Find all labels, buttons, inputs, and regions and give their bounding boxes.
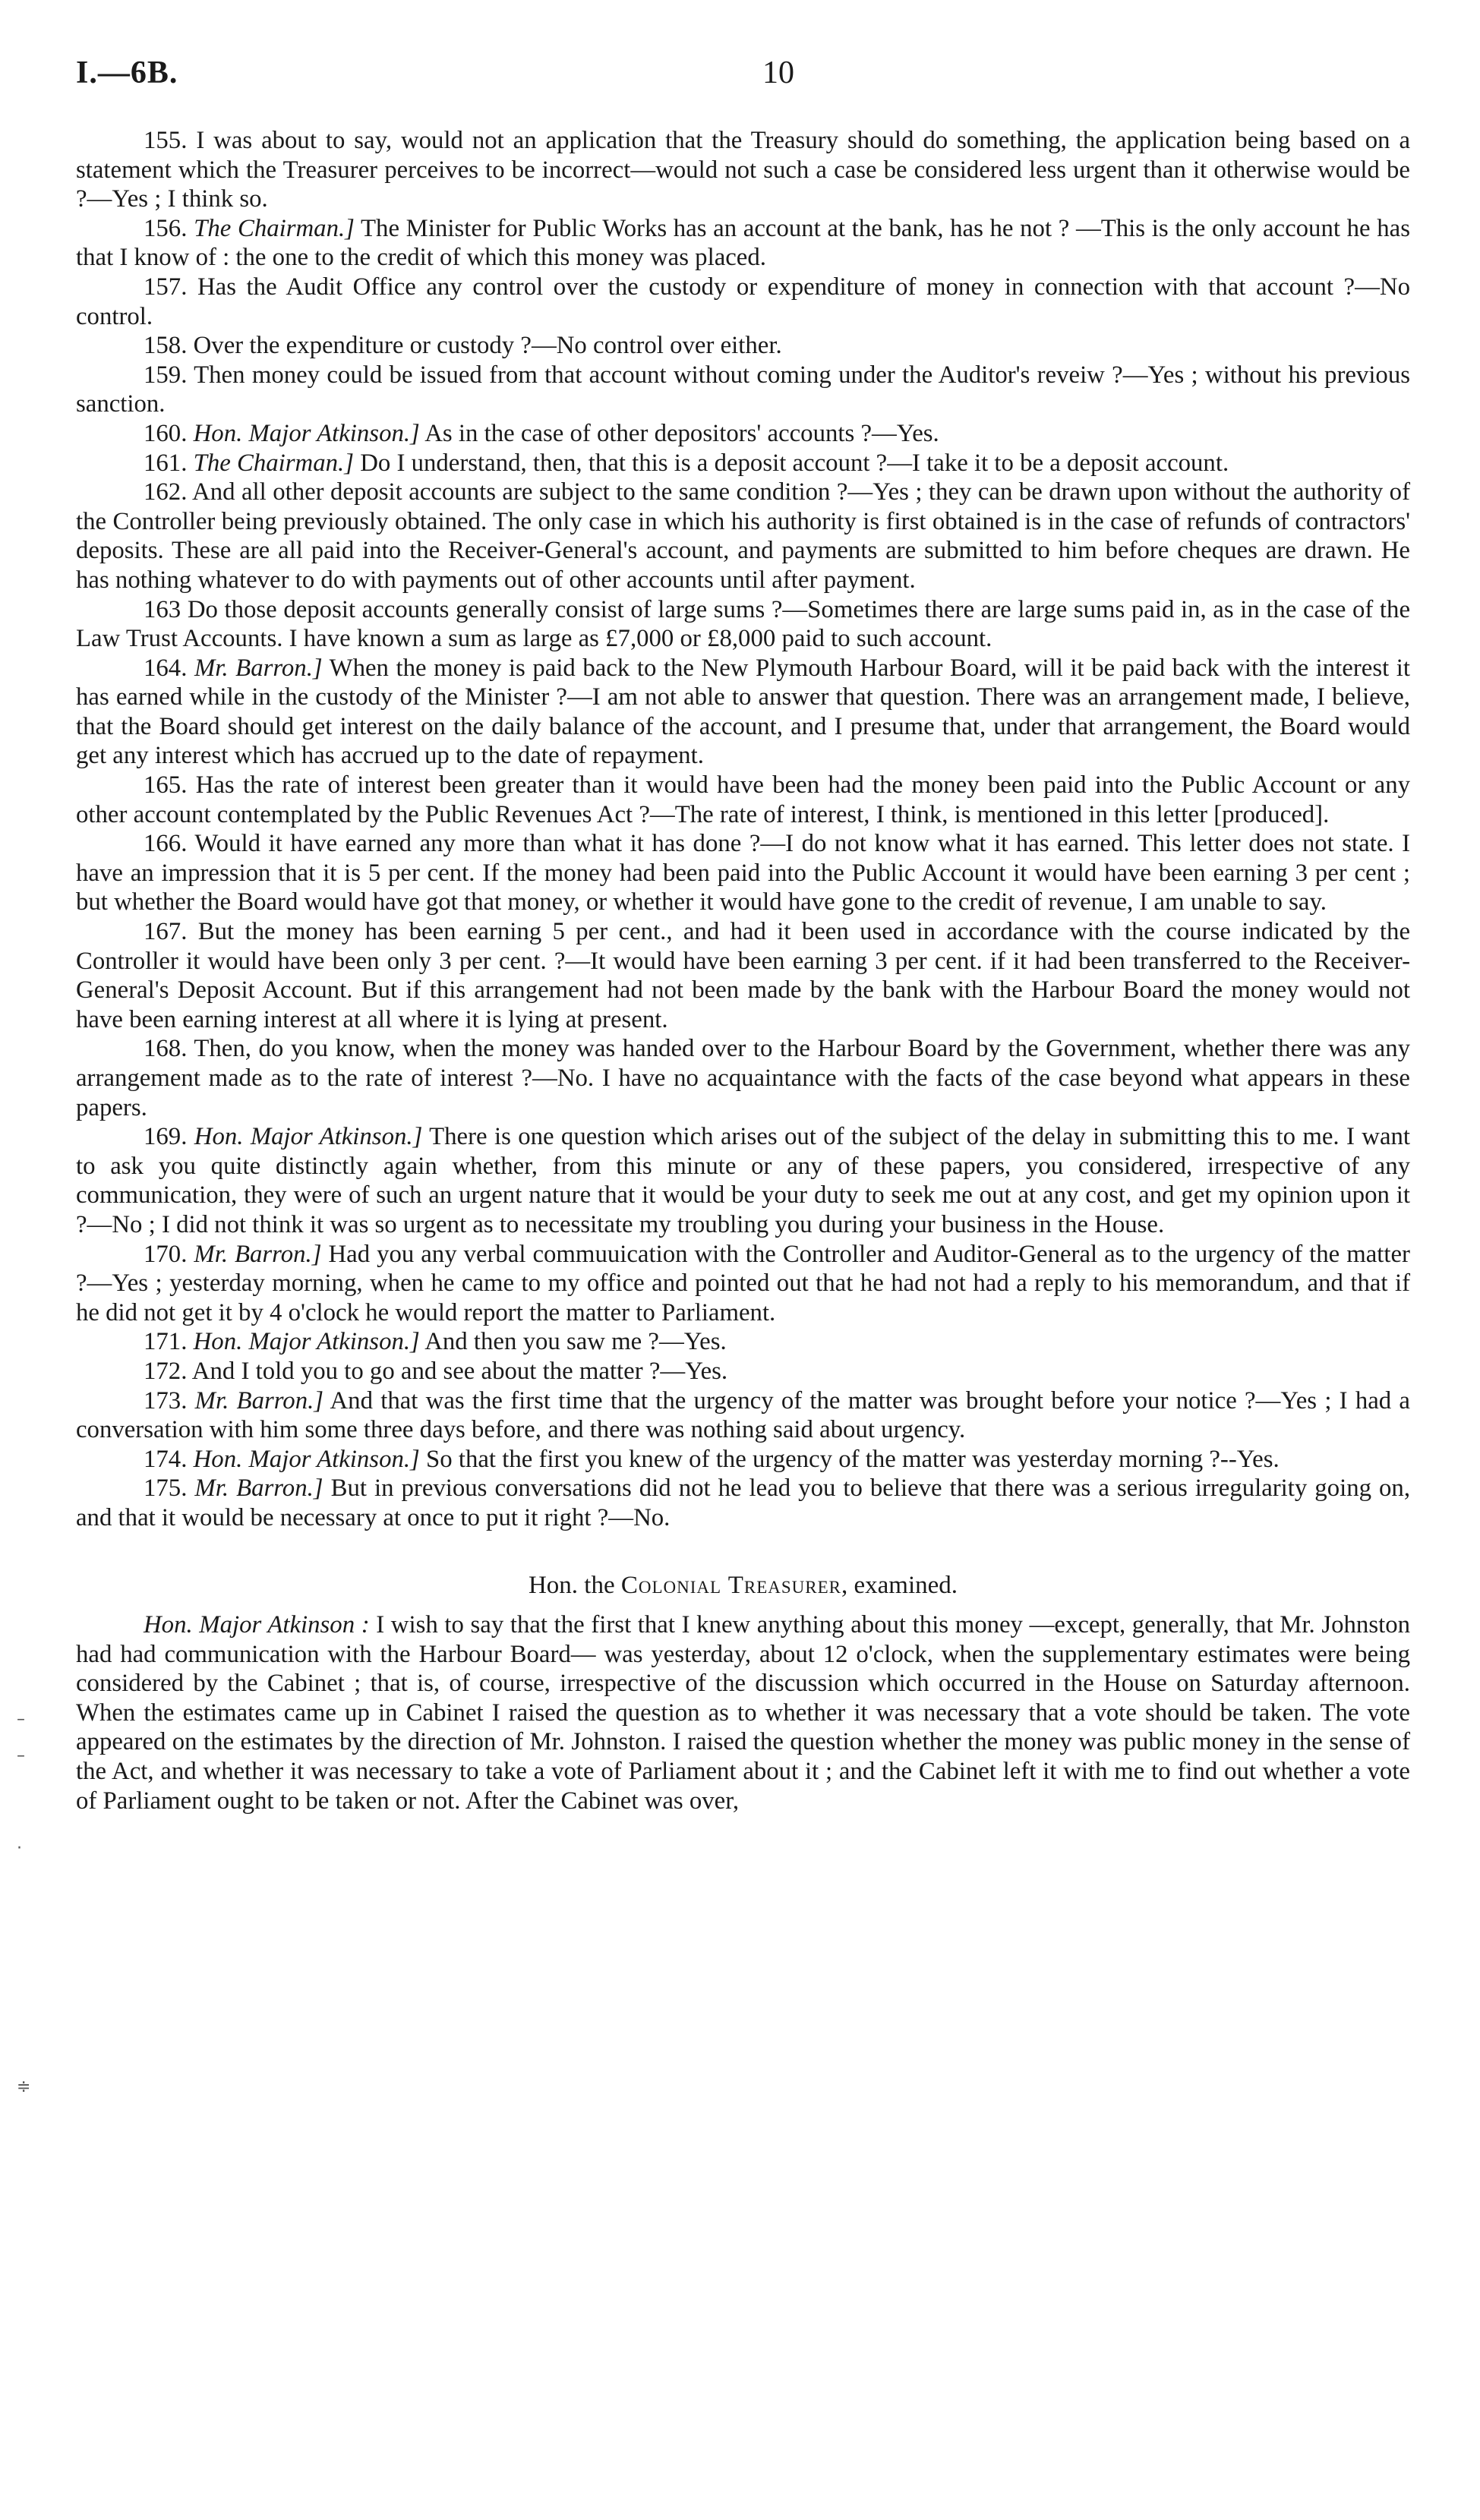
question-number: 170. <box>144 1240 188 1268</box>
paragraph-text: And I told you to go and see about the matter ?—Yes. <box>191 1357 728 1385</box>
section-heading-suffix: , examined. <box>841 1571 958 1599</box>
margin-mark: – <box>17 1710 25 1729</box>
question-number: 165. <box>144 771 188 800</box>
question-number: 164. <box>144 654 188 682</box>
qa-paragraph-158 <box>76 331 1410 361</box>
paragraph-text: But the money has been earning 5 per cent., and had it been used in accordance with the course indicated by the Controller it would have been only 3 per cent. ?—It would have been earning 3 per cent. if it had been transferred to the Receiver-General's Deposit Account. But if this arrangement had not been made by the bank with the Harbour Board the money would not have been earning interest at all where it is lying at present. <box>76 918 1410 1033</box>
speaker-name: The Chairman.] <box>194 214 355 242</box>
qa-paragraph-160 <box>76 419 1410 449</box>
speaker-name: Mr. Barron.] <box>194 1386 324 1415</box>
qa-paragraph-175 <box>76 1474 1410 1532</box>
paragraph-text: There is one question which arises out of the subject of the delay in submitting this to me. I want to ask you quite distinctly again whether, from this minute or any of these papers, you considered, irrespective of any communication, they were of such an urgent nature that it would be your duty to seek me out at any cost, and get my opinion upon it ?—No ; I did not think it was so urgent as to necessitate my troubling you during your business in the House. <box>76 1123 1411 1238</box>
qa-paragraph-169 <box>76 1122 1410 1239</box>
qa-paragraph-173 <box>76 1386 1410 1445</box>
qa-paragraph-167 <box>76 917 1410 1034</box>
question-number: 160. <box>144 419 188 447</box>
paragraph-text: Over the expenditure or custody ?—No control over either. <box>193 332 782 360</box>
running-head <box>76 55 1404 93</box>
section-heading <box>76 1571 1410 1601</box>
paragraph-text: Then, do you know, when the money was handed over to the Harbour Board by the Government, whether there was any arrangement made as to the rate of interest ?—No. I have no acquaintance with the facts of the case beyond what appears in these papers. <box>76 1035 1410 1121</box>
margin-mark: ≑ <box>17 2077 31 2096</box>
question-number: 168. <box>144 1035 188 1063</box>
page-number: 10 <box>762 55 794 90</box>
qa-paragraph-170 <box>76 1240 1410 1328</box>
paragraph-text: The Minister for Public Works has an account at the bank, has he not ? —This is the only account he has that I know of : the one to the credit of which this money was placed. <box>76 214 1410 272</box>
qa-paragraph-163 <box>76 595 1410 654</box>
speaker-name: The Chairman.] <box>193 449 354 477</box>
margin-mark: – <box>17 1746 25 1765</box>
paragraph-text: Has the Audit Office any control over the custody or expenditure of money in connection with that account ?—No control. <box>76 273 1410 330</box>
speaker-name: Hon. Major Atkinson : <box>144 1611 370 1639</box>
section-heading-prefix: Hon. the <box>528 1571 615 1599</box>
paragraph-text: Had you any verbal commuuication with the Controller and Auditor-General as to the urgency of the matter ?—Yes ; yesterday morning, when he came to my office and pointed out that he had not had a reply to his memorandum, and that if he did not get it by 4 o'clock he would report the matter to Parliament. <box>76 1240 1410 1326</box>
question-number: 162. <box>144 478 188 506</box>
paragraph-text: And then you saw me ?—Yes. <box>424 1328 727 1356</box>
qa-paragraph-174 <box>76 1445 1410 1474</box>
speaker-name: Mr. Barron.] <box>194 1474 323 1503</box>
section-heading-name: Colonial Treasurer <box>620 1571 842 1599</box>
qa-paragraph-168 <box>76 1034 1410 1122</box>
qa-paragraph-164 <box>76 654 1410 771</box>
question-number: 159. <box>144 361 188 389</box>
question-number: 172. <box>144 1357 188 1385</box>
question-number: 173. <box>144 1386 188 1415</box>
paragraph-text: Then money could be issued from that account without coming under the Auditor's reveiw ?—Yes ; without his previous sanction. <box>76 361 1410 418</box>
question-number: 167. <box>144 918 188 946</box>
qa-paragraph-161 <box>76 449 1410 478</box>
question-number: 156. <box>144 214 188 242</box>
paragraph-text: And all other deposit accounts are subject to the same condition ?—Yes ; they can be drawn upon without the authority of the Controller being previously obtained. The only case in which his authority is first obtained is in the case of refunds of contractors' deposits. These are all paid into the Receiver-General's account, and payments are submitted to him before cheques are drawn. He has nothing whatever to do with payments out of other accounts until after payment. <box>76 478 1410 594</box>
qa-paragraph-159 <box>76 361 1410 419</box>
question-number: 171. <box>144 1328 188 1356</box>
question-number: 161. <box>144 449 188 477</box>
question-number: 169. <box>144 1123 188 1151</box>
question-number: 155. <box>144 127 188 154</box>
paragraph-text: Do those deposit accounts generally consist of large sums ?—Sometimes there are large sums paid in, as in the case of the Law Trust Accounts. I have known a sum as large as £7,000 or £8,000 paid to such account. <box>76 595 1411 653</box>
qa-paragraph-166 <box>76 829 1410 917</box>
question-number: 175. <box>144 1474 188 1503</box>
paragraph-text: I was about to say, would not an application that the Treasury should do something, the application being based on a statement which the Treasurer perceives to be incorrect—would not such a case be considered less urgent than it otherwise would be ?—Yes ; I think so. <box>76 127 1411 213</box>
margin-mark: · <box>17 1839 22 1858</box>
speaker-name: Hon. Major Atkinson.] <box>193 1445 420 1473</box>
question-number: 157. <box>144 273 188 301</box>
document-reference: I.—6B. <box>76 55 178 90</box>
speaker-name: Hon. Major Atkinson.] <box>194 1123 423 1151</box>
paragraph-text: Would it have earned any more than what it has done ?—I do not know what it has earned. This letter does not state. I have an impression that it is 5 per cent. If the money had been paid into the Public Account it would have been earning 3 per cent ; but whether the Board would have got that money, or whether it would have gone to the credit of revenue, I am unable to say. <box>76 830 1411 916</box>
speaker-name: Hon. Major Atkinson.] <box>193 1328 420 1356</box>
qa-paragraph-156 <box>76 214 1410 273</box>
paragraph-text: Do I understand, then, that this is a deposit account ?—I take it to be a deposit account. <box>360 449 1229 477</box>
qa-paragraph-162 <box>76 478 1410 595</box>
speaker-name: Mr. Barron.] <box>194 654 323 682</box>
question-number: 174. <box>144 1445 188 1473</box>
qa-paragraph-155 <box>76 126 1410 214</box>
paragraph-text: I wish to say that the first that I knew anything about this money —except, generally, that Mr. Johnston had had communication with the Harbour Board— was yesterday, about 12 o'clock, when the supplementary estimates were being considered by the Cabinet ; that is, of course, irrespective of the discussion which occurred in the House on Saturday afternoon. When the estimates came up in Cabinet I raised the question as to whether it was necessary that a vote should be taken. The vote appeared on the estimates by the direction of Mr. Johnston. I raised the question whether the money was public money in the sense of the Act, and whether it was necessary to take a vote of Parliament about it ; and the Cabinet left it with me to find out whether a vote of Parliament ought to be taken or not. After the Cabinet was over, <box>76 1611 1410 1815</box>
paragraph-text: Has the rate of interest been greater than it would have been had the money been paid into the Public Account or any other account contemplated by the Public Revenues Act ?—The rate of interest, I think, is mentioned in this letter [produced]. <box>76 771 1410 828</box>
question-number: 163 <box>144 595 181 623</box>
qa-paragraph-165 <box>76 771 1410 829</box>
qa-paragraph-157 <box>76 273 1410 331</box>
paragraph-text: As in the case of other depositors' accounts ?—Yes. <box>424 419 939 447</box>
paragraph-text: But in previous conversations did not he lead you to believe that there was a serious irregularity going on, and that it would be necessary at once to put it right ?—No. <box>76 1474 1411 1531</box>
speaker-name: Mr. Barron.] <box>194 1240 322 1268</box>
paragraph-text: When the money is paid back to the New Plymouth Harbour Board, will it be paid back with the interest it has earned while in the custody of the Minister ?—I am not able to answer that question. There was an arrangement made, I believe, that the Board should get interest on the daily balance of the account, and I presume that, under that arrangement, the Board would get any interest which has accrued up to the date of repayment. <box>76 654 1410 770</box>
document-body <box>76 126 1410 1815</box>
qa-paragraph-172 <box>76 1357 1410 1386</box>
paragraph-text: So that the first you knew of the urgency of the matter was yesterday morning ?--Yes. <box>426 1445 1280 1473</box>
statement-paragraph <box>76 1610 1410 1815</box>
qa-paragraph-171 <box>76 1327 1410 1357</box>
question-number: 166. <box>144 830 188 858</box>
paragraph-text: And that was the first time that the urgency of the matter was brought before your notice ?—Yes ; I had a conversation with him some three days before, and there was nothing said about urgency. <box>76 1386 1410 1444</box>
speaker-name: Hon. Major Atkinson.] <box>193 419 420 447</box>
question-number: 158. <box>144 332 188 360</box>
